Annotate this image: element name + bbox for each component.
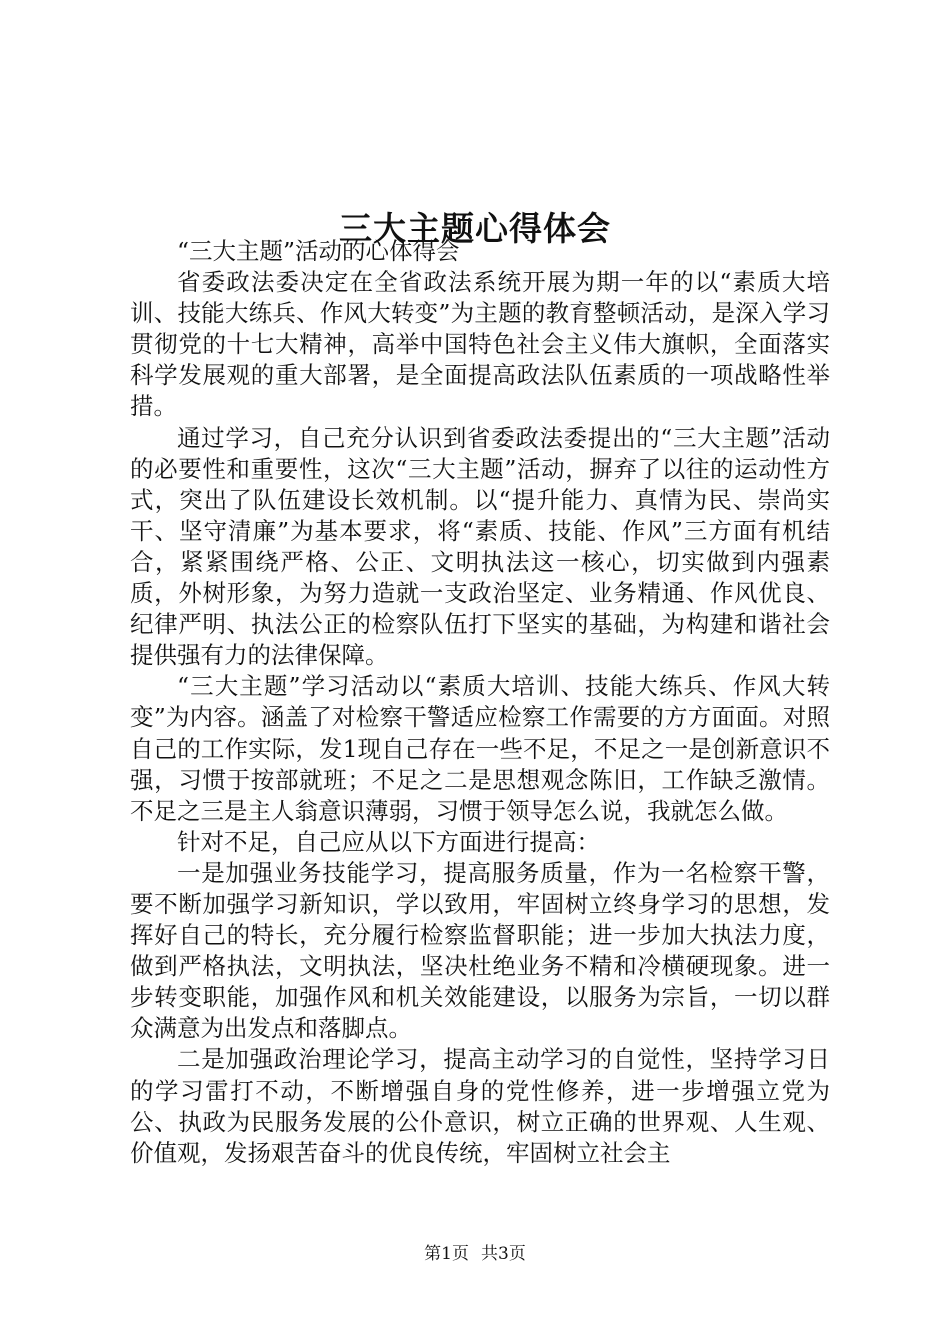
- paragraph-4: 针对不足，自己应从以下方面进行提高：: [177, 827, 600, 856]
- paragraph-subtitle: “三大主题”活动的心体得会: [177, 237, 460, 265]
- page-footer: [0, 1242, 950, 1266]
- paragraph-6: 二是加强政治理论学习，提高主动学习的自觉性，坚持学习日的学习雷打不动，不断增强自身的党性修养，进一步增强立党为公、执政为民服务发展的公仆意识，树立正确的世界观、人生观、价值观，发扬艰苦奋斗的优良传统，牢固树立社会主: [130, 1045, 830, 1167]
- paragraph-5: 一是加强业务技能学习，提高服务质量，作为一名检察干警，要不断加强学习新知识，学以致用，牢固树立终身学习的思想，发挥好自己的特长，充分履行检察监督职能；进一步加大执法力度，做到严格执法，文明执法，坚决杜绝业务不精和冷横硬现象。进一步转变职能，加强作风和机关效能建设，以服务为宗旨，一切以群众满意为出发点和落脚点。: [130, 858, 830, 1043]
- document-body: [130, 236, 830, 1169]
- page-total: 共3页: [481, 1244, 526, 1264]
- paragraph-2: 通过学习，自己充分认识到省委政法委提出的“三大主题”活动的必要性和重要性，这次“三大主题”活动，摒弃了以往的运动性方式，突出了队伍建设长效机制。以“提升能力、真情为民、崇尚实干、坚守清廉”为基本要求，将“素质、技能、作风”三方面有机结合，紧紧围绕严格、公正、文明执法这一核心，切实做到内强素质，外树形象，为努力造就一支政治坚定、业务精通、作风优良、纪律严明、执法公正的检察队伍打下坚实的基础，为构建和谐社会提供强有力的法律保障。: [130, 423, 830, 670]
- page-number: 第1页: [424, 1244, 469, 1264]
- document-title: 三大主题心得体会: [339, 209, 611, 249]
- paragraph-3: “三大主题”学习活动以“素质大培训、技能大练兵、作风大转变”为内容。涵盖了对检察干警适应检察工作需要的方方面面。对照自己的工作实际，发1现自己存在一些不足，不足之一是创新意识不强，习惯于按部就班；不足之二是思想观念陈旧，工作缺乏激情。不足之三是主人翁意识薄弱，习惯于领导怎么说，我就怎么做。: [130, 672, 830, 825]
- paragraph-1: 省委政法委决定在全省政法系统开展为期一年的以“素质大培训、技能大练兵、作风大转变”为主题的教育整顿活动，是深入学习贯彻党的十七大精神，高举中国特色社会主义伟大旗帜，全面落实科学发展观的重大部署，是全面提高政法队伍素质的一项战略性举措。: [130, 268, 830, 421]
